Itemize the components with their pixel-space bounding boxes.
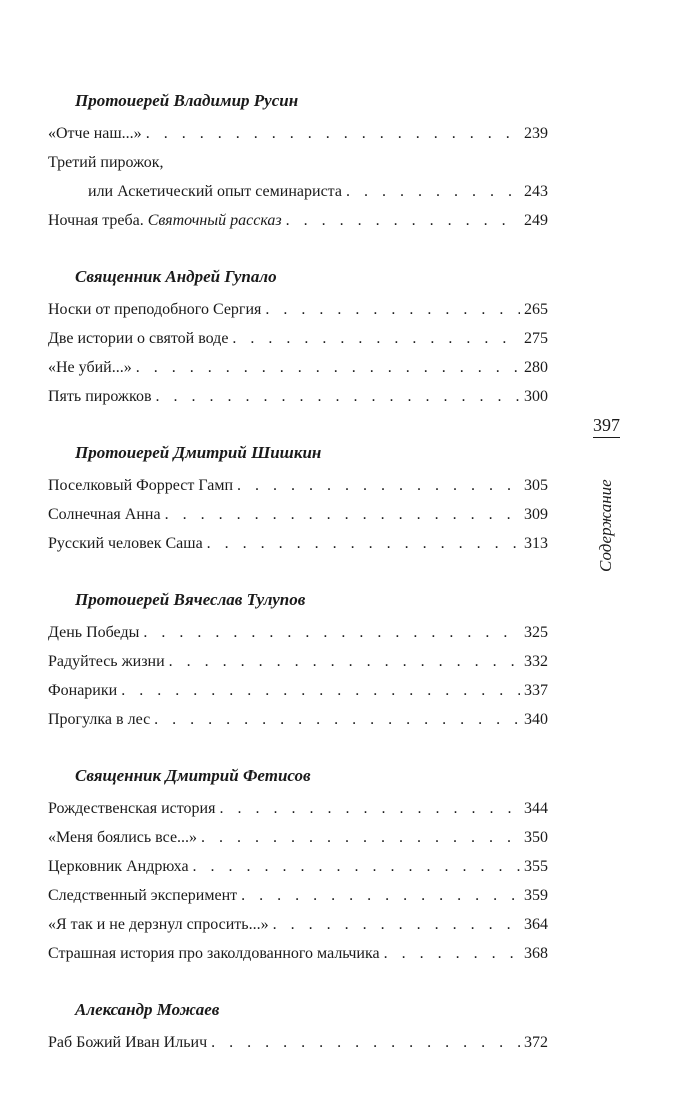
toc-entry: [48, 794, 548, 823]
entry-title: День Победы: [48, 624, 140, 641]
dot-leader: [241, 881, 520, 910]
entry-title: Церковник Андрюха: [48, 858, 189, 875]
toc-entry: [48, 382, 548, 411]
entry-title-main: Ночная треба.: [48, 212, 144, 229]
toc-entry: [48, 939, 548, 968]
running-title: Содержание: [596, 479, 615, 572]
entry-title: «Отче наш...»: [48, 125, 142, 142]
toc-entry: [48, 1028, 548, 1057]
entry-title: Фонарики: [48, 682, 118, 699]
entry-title: «Не убий...»: [48, 359, 132, 376]
entry-page: 368: [524, 945, 548, 962]
author-heading: Протоиерей Владимир Русин: [75, 91, 299, 110]
entry-title: или Аскетический опыт семинариста: [88, 183, 342, 200]
dot-leader: [143, 618, 520, 647]
author-heading: Священник Андрей Гупало: [75, 267, 277, 286]
toc-entry: [48, 618, 548, 647]
entry-title: Русский человек Саша: [48, 535, 203, 552]
entry-title: Третий пирожок,: [48, 154, 164, 171]
toc-entry: [48, 471, 548, 500]
toc-entry: [48, 177, 548, 206]
entry-page: 300: [524, 388, 548, 405]
entry-page: 372: [524, 1034, 548, 1051]
entry-page: 309: [524, 506, 548, 523]
entry-title: Поселковый Форрест Гамп: [48, 477, 234, 494]
dot-leader: [121, 676, 520, 705]
toc-entry: [48, 529, 548, 558]
dot-leader: [286, 206, 520, 235]
entry-title: Прогулка в лес: [48, 711, 151, 728]
toc-entry: [48, 353, 548, 382]
dot-leader: [237, 471, 520, 500]
entry-title: «Я так и не дерзнул спросить...»: [48, 916, 269, 933]
entry-page: 355: [524, 858, 548, 875]
toc-entry: [48, 295, 548, 324]
dot-leader: [346, 177, 520, 206]
page-number: 397: [593, 415, 620, 438]
entry-subtitle: Святочный рассказ: [147, 212, 282, 229]
toc-entry: [48, 705, 548, 734]
entry-page: 249: [524, 212, 548, 229]
entry-page: 305: [524, 477, 548, 494]
dot-leader: [207, 529, 520, 558]
entry-title: Пять пирожков: [48, 388, 152, 405]
entry-page: 332: [524, 653, 548, 670]
entry-title: Следственный эксперимент: [48, 887, 238, 904]
entry-page: 350: [524, 829, 548, 846]
toc-entry: [48, 910, 548, 939]
dot-leader: [219, 794, 520, 823]
dot-leader: [136, 353, 520, 382]
entry-page: 313: [524, 535, 548, 552]
toc-entry: [48, 647, 548, 676]
entry-page: 239: [524, 125, 548, 142]
toc-section: [48, 440, 548, 558]
author-heading: Протоиерей Дмитрий Шишкин: [75, 443, 322, 462]
dot-leader: [201, 823, 520, 852]
toc-section: [48, 264, 548, 411]
entry-page: 280: [524, 359, 548, 376]
toc-section: [48, 88, 548, 235]
entry-title: Радуйтесь жизни: [48, 653, 165, 670]
dot-leader: [384, 939, 520, 968]
toc-entry: [48, 206, 548, 235]
dot-leader: [165, 500, 520, 529]
entry-page: 325: [524, 624, 548, 641]
toc-entry: [48, 500, 548, 529]
entry-page: 243: [524, 183, 548, 200]
entry-page: 275: [524, 330, 548, 347]
toc-section: [48, 587, 548, 734]
entry-page: 364: [524, 916, 548, 933]
entry-page: 340: [524, 711, 548, 728]
entry-title: Раб Божий Иван Ильич: [48, 1034, 208, 1051]
author-heading: Александр Можаев: [75, 1000, 220, 1019]
author-heading: Священник Дмитрий Фетисов: [75, 766, 311, 785]
entry-title: Две истории о святой воде: [48, 330, 229, 347]
toc-entry: [48, 119, 548, 148]
toc-entry: [48, 324, 548, 353]
dot-leader: [193, 852, 520, 881]
toc-section: [48, 763, 548, 968]
toc-section: [48, 997, 548, 1057]
entry-title: «Меня боялись все...»: [48, 829, 198, 846]
toc-entry: [48, 823, 548, 852]
entry-page: 337: [524, 682, 548, 699]
entry-title: [48, 206, 282, 235]
dot-leader: [154, 705, 520, 734]
entry-page: 265: [524, 301, 548, 318]
dot-leader: [211, 1028, 520, 1057]
toc-entry: [48, 148, 548, 177]
dot-leader: [232, 324, 520, 353]
table-of-contents: [48, 88, 548, 1086]
dot-leader: [265, 295, 520, 324]
entry-page: 344: [524, 800, 548, 817]
entry-title: Носки от преподобного Сергия: [48, 301, 262, 318]
toc-entry: [48, 676, 548, 705]
entry-title: Рождественская история: [48, 800, 216, 817]
dot-leader: [156, 382, 521, 411]
toc-entry: [48, 852, 548, 881]
dot-leader: [169, 647, 520, 676]
entry-page: 359: [524, 887, 548, 904]
toc-entry: [48, 881, 548, 910]
author-heading: Протоиерей Вячеслав Тулупов: [75, 590, 306, 609]
entry-title: Страшная история про заколдованного мальчика: [48, 945, 380, 962]
dot-leader: [146, 119, 520, 148]
dot-leader: [273, 910, 520, 939]
entry-title: Солнечная Анна: [48, 506, 161, 523]
